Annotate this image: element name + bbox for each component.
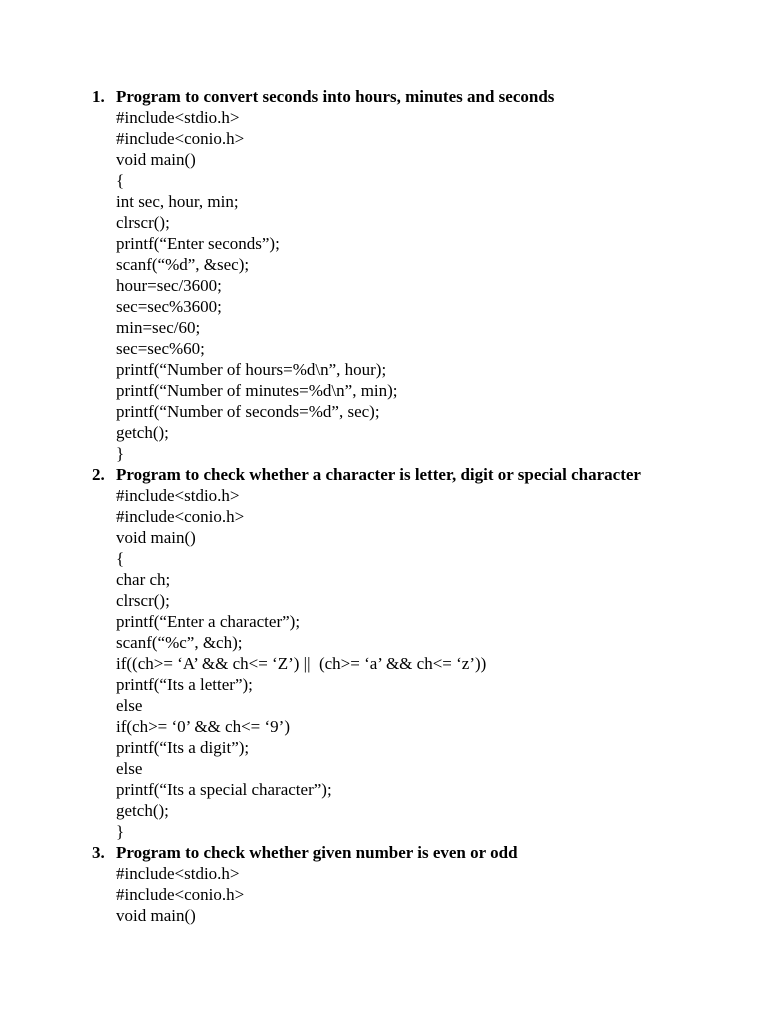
program-number: 2. <box>92 465 105 484</box>
code-line: printf(“Enter seconds”); <box>116 234 280 253</box>
code-line: scanf(“%d”, &sec); <box>116 255 250 274</box>
code-line: printf(“Its a digit”); <box>116 738 250 757</box>
code-line: #include<conio.h> <box>116 129 245 148</box>
code-line: } <box>116 822 125 841</box>
code-line: getch(); <box>116 423 169 442</box>
code-line: void main() <box>116 528 196 547</box>
program-section-1 <box>0 86 768 464</box>
program-title: Program to check whether given number is even or odd <box>116 843 518 862</box>
code-line: void main() <box>116 150 196 169</box>
code-line: printf(“Its a letter”); <box>116 675 253 694</box>
code-line: if(ch>= ‘0’ && ch<= ‘9’) <box>116 717 290 736</box>
code-line: #include<conio.h> <box>116 507 245 526</box>
code-line: printf(“Number of minutes=%d\n”, min); <box>116 381 398 400</box>
program-section-2 <box>0 464 768 842</box>
code-line: #include<conio.h> <box>116 885 245 904</box>
code-line: scanf(“%c”, &ch); <box>116 633 243 652</box>
code-line: clrscr(); <box>116 213 170 232</box>
code-line: { <box>116 171 125 190</box>
code-line: printf(“Its a special character”); <box>116 780 332 799</box>
program-heading <box>0 464 768 485</box>
document-content <box>0 86 768 926</box>
program-number: 3. <box>92 843 105 862</box>
program-heading <box>0 842 768 863</box>
code-line: clrscr(); <box>116 591 170 610</box>
program-title: Program to convert seconds into hours, minutes and seconds <box>116 87 555 106</box>
program-number: 1. <box>92 87 105 106</box>
code-line: #include<stdio.h> <box>116 864 240 883</box>
code-line: printf(“Enter a character”); <box>116 612 301 631</box>
code-line: min=sec/60; <box>116 318 201 337</box>
program-section-3 <box>0 842 768 926</box>
code-line: char ch; <box>116 570 171 589</box>
program-title: Program to check whether a character is letter, digit or special character <box>116 465 641 484</box>
code-line: hour=sec/3600; <box>116 276 222 295</box>
code-line: #include<stdio.h> <box>116 486 240 505</box>
code-line: #include<stdio.h> <box>116 108 240 127</box>
code-line: { <box>116 549 125 568</box>
code-line: void main() <box>116 906 196 925</box>
code-line: sec=sec%60; <box>116 339 205 358</box>
code-line: getch(); <box>116 801 169 820</box>
program-heading <box>0 86 768 107</box>
code-line: printf(“Number of seconds=%d”, sec); <box>116 402 380 421</box>
code-line: if((ch>= ‘A’ && ch<= ‘Z’) || (ch>= ‘a’ && ch<= ‘z’)) <box>116 654 487 673</box>
code-line: else <box>116 759 143 778</box>
code-line: } <box>116 444 125 463</box>
code-line: printf(“Number of hours=%d\n”, hour); <box>116 360 387 379</box>
code-line: else <box>116 696 143 715</box>
code-line: sec=sec%3600; <box>116 297 222 316</box>
code-line: int sec, hour, min; <box>116 192 239 211</box>
